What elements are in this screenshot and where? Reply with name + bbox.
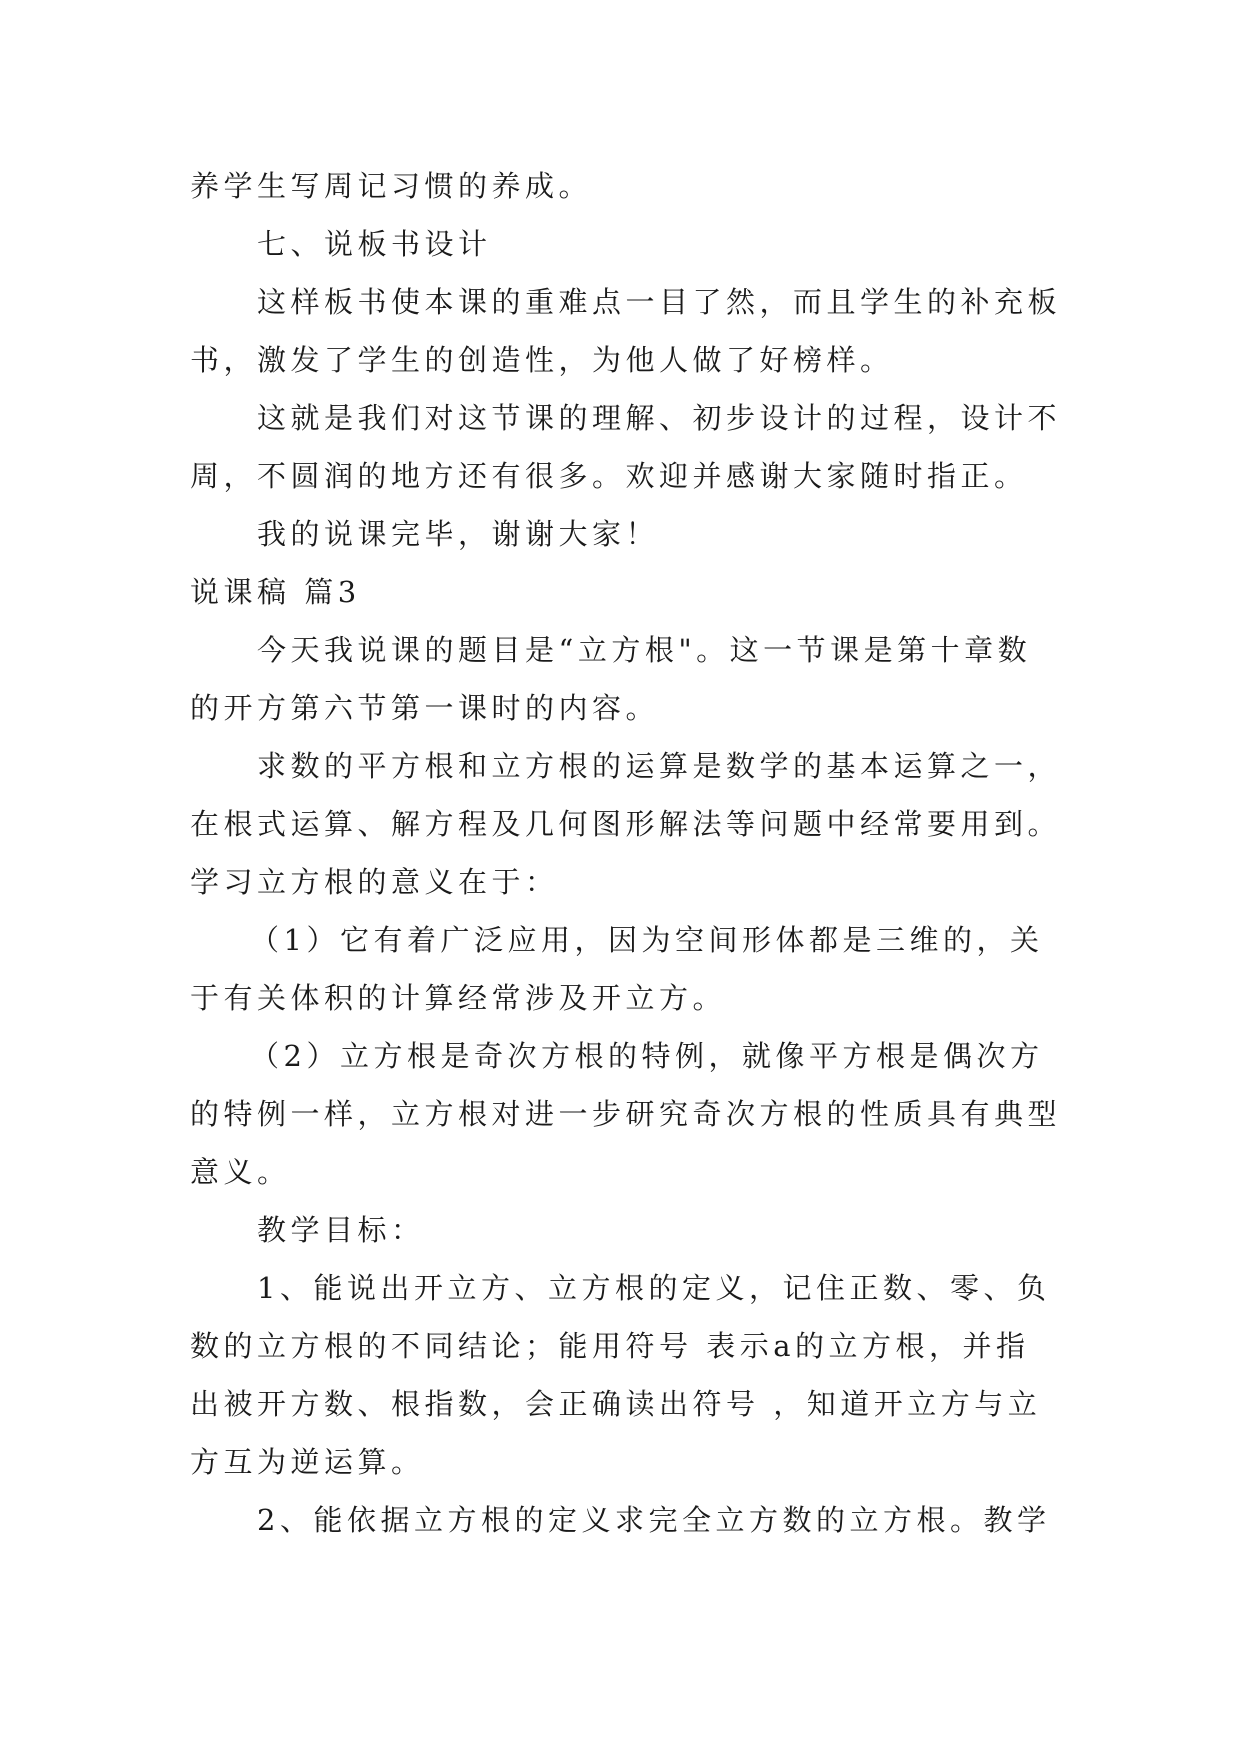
text-line: 于有关体积的计算经常涉及开立方。: [190, 981, 727, 1015]
text-line: 2、能依据立方根的定义求完全立方数的立方根。教学: [257, 1503, 1051, 1537]
text-line: 求数的平方根和立方根的运算是数学的基本运算之一，: [257, 749, 1062, 783]
text-line: 1、能说出开立方、立方根的定义，记住正数、零、负: [257, 1271, 1051, 1305]
text-line: （1）它有着广泛应用，因为空间形体都是三维的，关: [250, 923, 1044, 957]
text-line: 在根式运算、解方程及几何图形解法等问题中经常要用到。: [190, 807, 1062, 841]
text-line: 数的立方根的不同结论；能用符号 表示a的立方根，并指: [190, 1329, 1030, 1363]
text-line: 周，不圆润的地方还有很多。欢迎并感谢大家随时指正。: [190, 459, 1028, 493]
section-heading: 教学目标：: [257, 1213, 425, 1247]
text-line: 意义。: [190, 1155, 291, 1189]
text-line: 我的说课完毕，谢谢大家！: [257, 517, 660, 551]
text-line: 出被开方数、根指数，会正确读出符号 ，知道开立方与立: [190, 1387, 1042, 1421]
section-heading: 七、说板书设计: [257, 227, 492, 261]
text-line: 的开方第六节第一课时的内容。: [190, 691, 660, 725]
text-line: 这样板书使本课的重难点一目了然，而且学生的补充板: [257, 285, 1062, 319]
text-line: 书，激发了学生的创造性，为他人做了好榜样。: [190, 343, 894, 377]
text-line: 学习立方根的意义在于：: [190, 865, 559, 899]
text-line: 今天我说课的题目是“立方根"。这一节课是第十章数: [257, 633, 1032, 667]
text-line: 养学生写周记习惯的养成。: [190, 169, 593, 203]
text-line: 这就是我们对这节课的理解、初步设计的过程，设计不: [257, 401, 1062, 435]
article-heading: 说课稿 篇3: [190, 575, 361, 609]
text-line: （2）立方根是奇次方根的特例，就像平方根是偶次方: [250, 1039, 1044, 1073]
text-line: 方互为逆运算。: [190, 1445, 425, 1479]
text-line: 的特例一样，立方根对进一步研究奇次方根的性质具有典型: [190, 1097, 1062, 1131]
